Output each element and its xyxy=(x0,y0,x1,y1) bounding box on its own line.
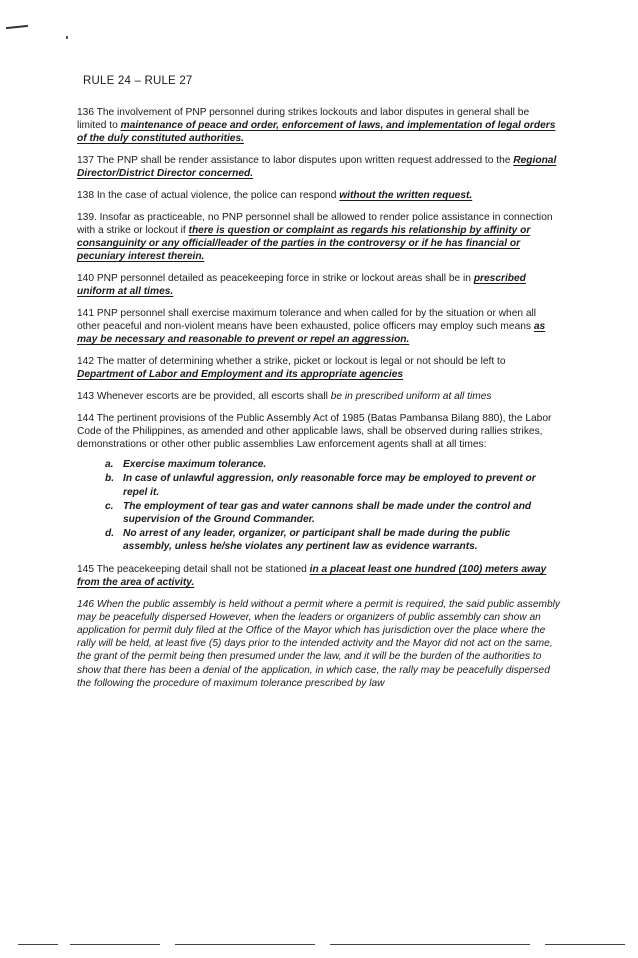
list-item: d. No arrest of any leader, organizer, or participant shall be made during the public assembly, unless he/she violates any pertinent law as evidence warrants. xyxy=(105,528,511,553)
footer-rule xyxy=(70,944,160,945)
section-137-emphasis: Regional Director/District Director concerned. xyxy=(77,155,557,180)
footer-rule xyxy=(175,944,315,945)
section-140: 140 PNP personnel detailed as peacekeeping force in strike or lockout areas shall be in prescribed uniform at all times. xyxy=(77,273,526,298)
rule-header: RULE 24 – RULE 27 xyxy=(83,75,193,87)
section-142: 142 The matter of determining whether a strike, picket or lockout is legal or not should be left to Department of Labor and Employment and its appropriate agencies xyxy=(77,356,506,381)
section-140-emphasis: prescribed uniform at all times. xyxy=(77,273,526,298)
section-145-emphasis: in a placeat least one hundred (100) meters away from the area of activity. xyxy=(77,563,547,588)
section-139-emphasis: there is question or complaint as regards his relationship by affinity or consanguinity or any official/leader of the parties in the controversy or if he has financial or pecuniary interest therein. xyxy=(77,224,531,263)
footer-rule xyxy=(18,944,58,945)
section-144: 144 The pertinent provisions of the Public Assembly Act of 1985 (Batas Pambansa Bilang 880), the Labor Code of the Philippines, as amended and other applicable laws, shall be observed during rallies strikes, demonstrations or other other public assemblies Law enforcement agents shall at all times: xyxy=(77,412,552,451)
section-139: 139. Insofar as practiceable, no PNP personnel shall be allowed to render police assistance in connection with a strike or lockout if there is question or complaint as regards his relationship by affinity or consanguinity or any official/leader of the parties in the controversy or if he has financial or pecuniary interest therein. xyxy=(77,211,553,263)
footer-rule xyxy=(545,944,625,945)
section-146: 146 When the public assembly is held without a permit where a permit is required, the said public assembly may be peacefully dispersed However, when the leaders or organizers of public assembly can show an application for permit duly filed at the Office of the Mayor which has jurisdiction over the place where the rally will be held, at least five (5) days prior to the intended activity and the Mayor did not act on the same, the grant of the permit being then presumed under the law, and it will be the burden of the authorities to show that there has been a denial of the application, in which case, the rally may be peacefully dispersed the following the procedure of maximum tolerance prescribed by law xyxy=(77,598,561,689)
list-item: a. Exercise maximum tolerance. xyxy=(105,459,267,471)
section-144-list xyxy=(105,458,560,553)
section-143: 143 Whenever escorts are be provided, all escorts shall be in prescribed uniform at all times xyxy=(77,390,492,402)
document-body xyxy=(77,106,560,699)
section-136-emphasis: maintenance of peace and order, enforcement of laws, and implementation of legal orders of the duly constituted authorities. xyxy=(77,120,556,145)
scan-dot xyxy=(66,36,68,39)
section-145: 145 The peacekeeping detail shall not be stationed in a placeat least one hundred (100) meters away from the area of activity. xyxy=(77,563,547,588)
footer-rule xyxy=(330,944,530,945)
section-142-emphasis: Department of Labor and Employment and its appropriate agencies xyxy=(77,369,404,381)
section-137: 137 The PNP shall be render assistance to labor disputes upon written request addressed to the Regional Director/District Director concerned. xyxy=(77,155,557,180)
section-143-italic: be in prescribed uniform at all times xyxy=(330,390,492,402)
scan-mark xyxy=(6,25,28,29)
section-141-emphasis: as may be necessary and reasonable to prevent or repel an aggression. xyxy=(77,321,546,346)
list-item: b. In case of unlawful aggression, only reasonable force may be employed to prevent or repel it. xyxy=(105,473,536,498)
section-136: 136 The involvement of PNP personnel during strikes lockouts and labor disputes in general shall be limited to maintenance of peace and order, enforcement of laws, and implementation of legal orders of the duly constituted authorities. xyxy=(77,107,556,145)
section-138-emphasis: without the written request. xyxy=(339,190,473,202)
section-138: 138 In the case of actual violence, the police can respond without the written request. xyxy=(77,190,473,202)
section-141: 141 PNP personnel shall exercise maximum tolerance and when called for by the situation or when all other peaceful and non-violent means have been exhausted, police officers may employ such means as may be necessary and reasonable to prevent or repel an aggression. xyxy=(77,307,546,346)
list-item: c. The employment of tear gas and water cannons shall be made under the control and supervision of the Ground Commander. xyxy=(105,500,532,526)
